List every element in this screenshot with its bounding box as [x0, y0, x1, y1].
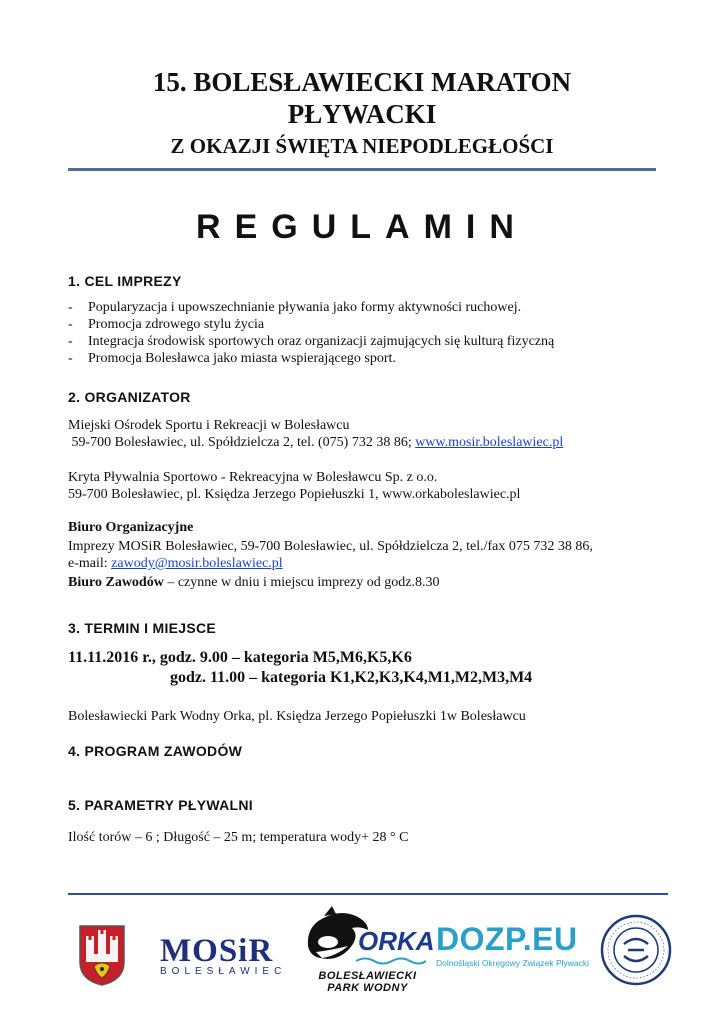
mosir-logo-text: MOSiR	[160, 933, 274, 969]
section-termin	[68, 620, 668, 725]
mosir-website-link[interactable]: www.mosir.boleslawiec.pl	[415, 435, 564, 450]
schedule-line2: godz. 11.00 – kategoria K1,K2,K3,K4,M1,M2,M3,M4	[170, 669, 533, 686]
section-heading: 3. TERMIN I MIEJSCE	[68, 620, 217, 636]
list-item: - Popularyzacja i upowszechnianie pływania jako formy aktywności ruchowej.	[68, 300, 522, 315]
mosir-logo	[160, 934, 300, 984]
title-block	[0, 66, 724, 160]
wave-icon	[356, 956, 426, 966]
list-item: - Integracja środowisk sportowych oraz organizacji zajmujących się kulturą fizyczną	[68, 334, 555, 349]
event-title-line1: 15. BOLESŁAWIECKI MARATON	[152, 67, 572, 97]
list-item: - Promocja zdrowego stylu życia	[68, 317, 265, 332]
section-program	[68, 743, 668, 759]
section-heading: 4. PROGRAM ZAWODÓW	[68, 743, 243, 759]
organizer-mosir: Miejski Ośrodek Sportu i Rekreacji w Bolesławcu 59-700 Bolesławiec, ul. Spółdzielcza 2, tel. (075) 732 38 86; www.mosir.boleslawiec.pl	[68, 418, 564, 450]
dozp-seal-logo	[600, 914, 672, 986]
event-subtitle: Z OKAZJI ŚWIĘTA NIEPODLEGŁOŚCI	[170, 134, 554, 158]
seal-icon	[600, 914, 672, 986]
orka-logo	[300, 906, 435, 998]
dozp-logo-text: DOZP.EU	[436, 921, 578, 957]
schedule-line1: 11.11.2016 r., godz. 9.00 – kategoria M5,M6,K5,K6	[68, 649, 412, 666]
regulamin-heading: REGULAMIN	[196, 208, 528, 246]
section-organizator	[68, 389, 668, 591]
venue-address: Bolesławiecki Park Wodny Orka, pl. Księdza Jerzego Popiełuszki 1w Bolesławcu	[68, 709, 526, 724]
organizer-office: Biuro Organizacyjne Imprezy MOSiR Bolesławiec, 59-700 Bolesławiec, ul. Spółdzielcza 2, tel./fax 075 732 38 86, e-mail: zawody@mosir.boleslawiec.pl Biuro Zawodów – czynne w dniu i miejscu imprezy od godz.8.30	[68, 519, 668, 591]
event-title-line2: PŁYWACKI	[287, 99, 437, 129]
pool-parameters: Ilość torów – 6 ; Długość – 25 m; temperatura wody+ 28 ° C	[68, 830, 409, 845]
orka-logo-subtitle: BOLESŁAWIECKI PARK WODNY	[318, 970, 417, 994]
section-cel	[68, 273, 668, 367]
section-heading: 1. CEL IMPREZY	[68, 273, 182, 289]
email-link[interactable]: zawody@mosir.boleslawiec.pl	[111, 556, 283, 571]
title-divider	[68, 168, 656, 171]
coat-of-arms-icon	[78, 924, 126, 986]
dozp-logo	[436, 922, 596, 972]
mosir-logo-subtitle: BOLESŁAWIEC	[160, 966, 287, 977]
office-heading: Biuro Organizacyjne	[68, 520, 194, 535]
section-heading: 5. PARAMETRY PŁYWALNI	[68, 797, 253, 813]
orka-logo-text: ORKA	[358, 926, 435, 956]
section-heading: 2. ORGANIZATOR	[68, 389, 191, 405]
goal-list	[68, 299, 668, 367]
footer-divider	[68, 893, 668, 895]
organizer-pool: Kryta Pływalnia Sportowo - Rekreacyjna w Bolesławcu Sp. z o.o. 59-700 Bolesławiec, pl. Księdza Jerzego Popiełuszki 1, www.orkaboleslawiec.pl	[68, 470, 521, 502]
sponsor-logos	[0, 904, 724, 1014]
coat-of-arms-logo	[78, 924, 126, 986]
list-item: - Promocja Bolesławca jako miasta wspierającego sport.	[68, 351, 396, 366]
dozp-logo-subtitle: Dolnośląski Okręgowy Związek Pływacki	[436, 958, 590, 968]
section-parametry	[68, 797, 668, 846]
